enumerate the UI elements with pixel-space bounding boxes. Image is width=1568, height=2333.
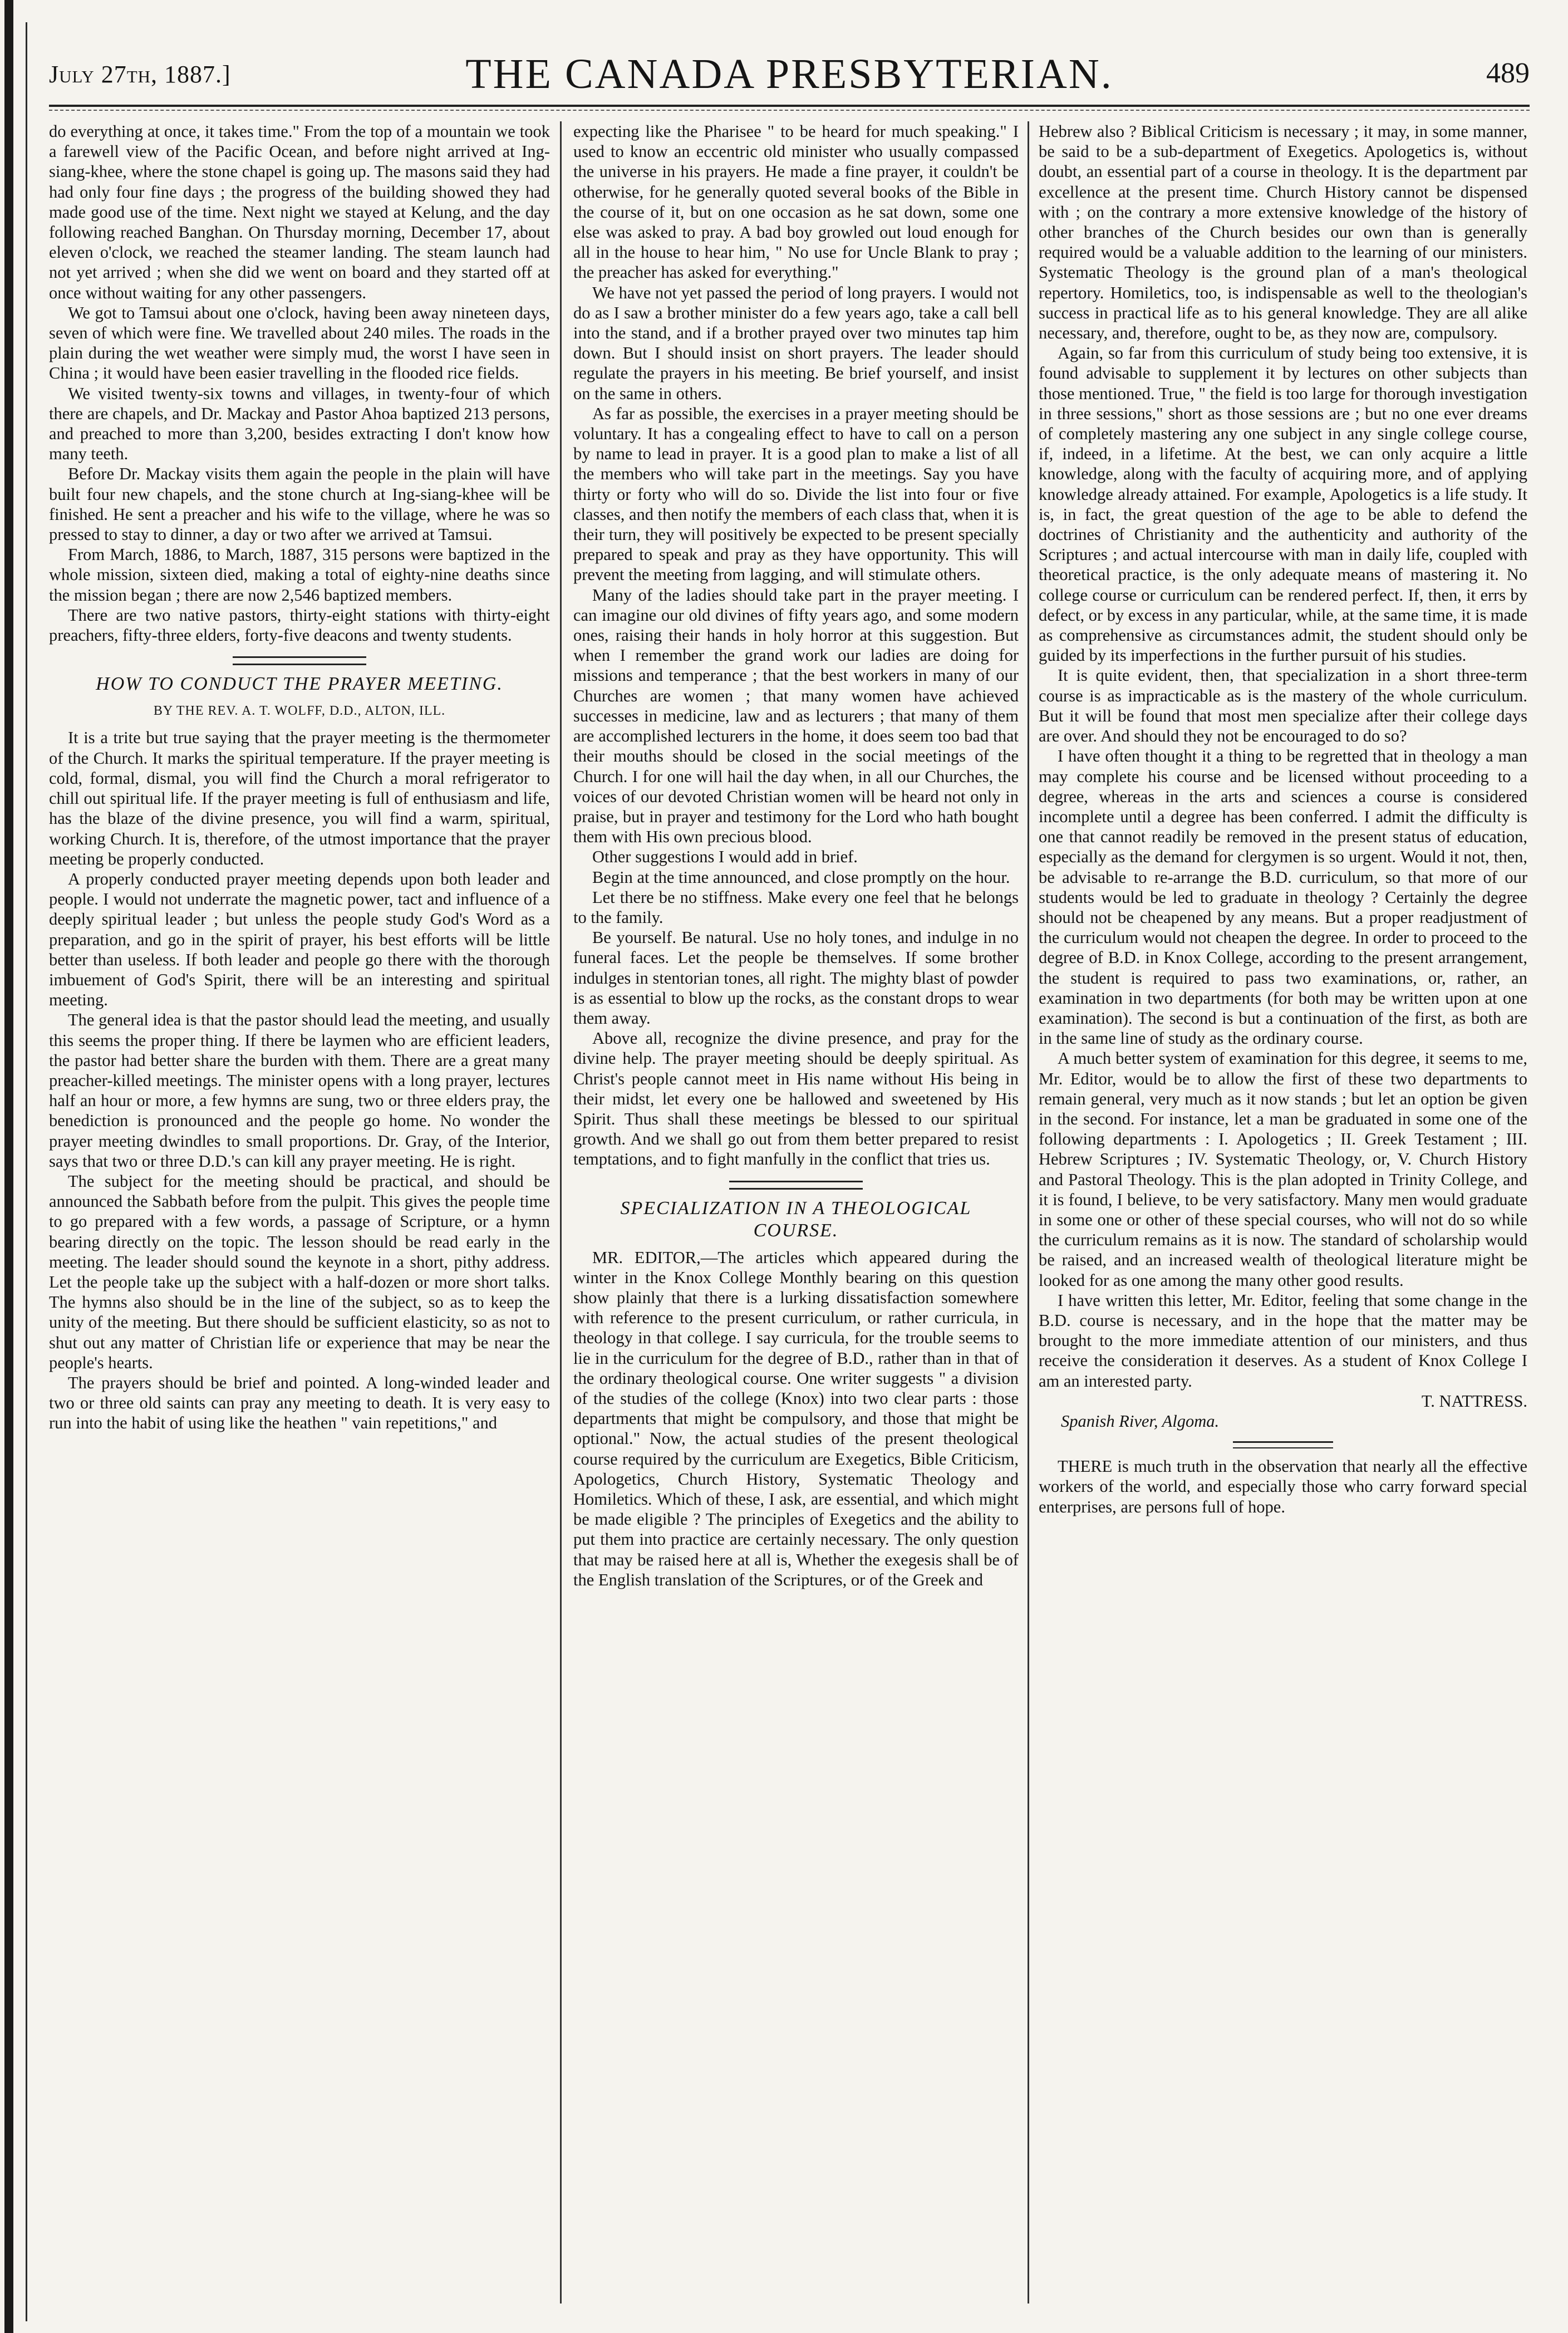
masthead: [49, 50, 1530, 111]
column-1: [49, 121, 550, 2315]
letter-signature: T. NATTRESS.: [1421, 1391, 1527, 1411]
section-ornament: [1233, 1441, 1333, 1448]
paragraph: I have often thought it a thing to be regretted that in theology a man may complete his course and be licensed without proceeding to a degree, whereas in the arts and sciences a course is considered incomplete until a degree has been conferred. I admit the difficulty is one that cannot readily be removed in the present status of education, especially as the demand for clergymen is so urgent. Would it not, then, be advisable to re-arrange the B.D. curriculum, so that more of our students would be led to graduate in theology ? Certainly the degree should not be cheapened by any means. But a proper readjustment of the curriculum would not cheapen the degree. In order to proceed to the degree of B.D. in Knox College, according to the present arrangement, the student is required to pass two examinations, or, rather, an examination in two departments (for both may be written upon at one examination). The second is but a continuation of the first, as both are in the same line of study as the ordinary course.: [1039, 746, 1527, 1048]
masthead-dashed-rule: [49, 110, 1530, 111]
paragraph: Above all, recognize the divine presence, and pray for the divine help. The prayer meeting should be deeply spiritual. As Christ's people cannot meet in His name without His being in their midst, let every one be hallowed and sweetened by His Spirit. Thus shall these meetings be blessed to our spiritual growth. And we shall go out from them better prepared to resist temptations, and to fight manfully in the conflict that tries us.: [573, 1029, 1019, 1169]
paragraph: A much better system of examination for this degree, it seems to me, Mr. Editor, would be to allow the first of these two departments to remain general, very much as it now stands ; but let an option be given in the second. For instance, let a man be graduated in some one of the following departments : I. Apologetics ; II. Greek Testament ; III. Hebrew Scriptures ; IV. Systematic Theology, or, V. Church History and Pastoral Theology. This is the plan adopted in Trinity College, and it is found, I believe, to be very satisfactory. Many men would graduate in some one or other of these special courses, who will not do so while the curriculum remains as it is now. The standard of scholarship would be raised, and an increased wealth of theological literature might be looked for as one among the many other good results.: [1039, 1049, 1527, 1290]
column-3: [1039, 121, 1527, 2315]
paragraph: Begin at the time announced, and close promptly on the hour.: [592, 867, 1010, 887]
paragraph: THERE is much truth in the observation that nearly all the effective workers of the world, and especially those who carry forward special enterprises, are persons full of hope.: [1039, 1457, 1527, 1516]
paragraph: There are two native pastors, thirty-eight stations with thirty-eight preachers, fifty-three elders, forty-five deacons and twenty students.: [49, 605, 550, 645]
paragraph: A properly conducted prayer meeting depends upon both leader and people. I would not underrate the magnetic power, tact and influence of a deeply spiritual leader ; but unless the people study God's Word as a preparation, and go in the spirit of prayer, his best efforts will be little better than useless. If both leader and people go there with the thorough imbuement of God's Spirit, there will be an interesting and spiritual meeting.: [49, 869, 550, 1010]
issue-date: July 27th, 1887.]: [49, 61, 231, 88]
paragraph: I have written this letter, Mr. Editor, feeling that some change in the B.D. course is necessary, and in the hope that the matter may be brought to the more immediate attention of our ministers, and thus receive the consideration it deserves. As a student of Knox College I am an interested party.: [1039, 1290, 1527, 1391]
paragraph: As far as possible, the exercises in a prayer meeting should be voluntary. It has a congealing effect to have to call on a person by name to lead in prayer. It is a good plan to make a list of all the members who will take part in the meetings. Say you have thirty or forty who will do so. Divide the list into four or five classes, and then notify the members of each class that, when it is their turn, they will positively be expected to be present specially prepared to speak and pray as they have opportunity. This will prevent the meeting from lagging, and will stimulate others.: [573, 404, 1019, 585]
page-number: 489: [1486, 57, 1530, 89]
paragraph: Other suggestions I would add in brief.: [592, 847, 858, 867]
paragraph: do everything at once, it takes time." From the top of a mountain we took a farewell view of the Pacific Ocean, and before night arrived at Ing-siang-khee, where the stone chapel is going up. The masons said they had had only four fine days ; the progress of the building showed they had made good use of the time. Next night we stayed at Kelung, and the day following reached Banghan. On Thursday morning, December 17, about eleven o'clock, we reached the steamer landing. The steam launch had not yet arrived ; when she did we went on board and they started off at once without waiting for any other passengers.: [49, 122, 550, 302]
paragraph: The prayers should be brief and pointed. A long-winded leader and two or three old saints can pray any meeting to death. It is very easy to run into the habit of using like the heathen " vain repetitions," and: [49, 1373, 550, 1433]
column-divider: [1028, 121, 1029, 2303]
paragraph: expecting like the Pharisee " to be heard for much speaking." I used to know an eccentric old minister who usually compassed the universe in his prayers. He made a fine prayer, it couldn't be otherwise, for he generally quoted several books of the Bible in the course of it, but on one occasion as he sat down, some one else was asked to pray. A bad boy growled out loud enough for all in the house to hear him, " No use for Uncle Blank to pray ; the preacher has asked for everything.": [573, 122, 1019, 282]
paragraph: We got to Tamsui about one o'clock, having been away nineteen days, seven of which were fine. We travelled about 240 miles. The roads in the plain during the wet weather were simply mud, the worst I have seen in China ; it would have been easier travelling in the flooded rice fields.: [49, 303, 550, 383]
paragraph: Before Dr. Mackay visits them again the people in the plain will have built four new chapels, and the stone church at Ing-siang-khee will be finished. He sent a preacher and his wife to the village, where he was so pressed to stay to dinner, a day or two after we arrived at Tamsui.: [49, 464, 550, 544]
article-title: SPECIALIZATION IN A THEOLOGICAL COURSE.: [620, 1197, 972, 1241]
section-ornament: [729, 1181, 863, 1190]
column-divider: [560, 121, 562, 2303]
page-edge-rule: [4, 0, 13, 2333]
paragraph: We visited twenty-six towns and villages, in twenty-four of which there are chapels, and Dr. Mackay and Pastor Ahoa baptized 213 persons, and preached to more than 3,200, besides extracting I don't know how many teeth.: [49, 384, 550, 464]
paragraph: Again, so far from this curriculum of study being too extensive, it is found advisable to supplement it by lectures on other subjects than those mentioned. True, " the field is too large for thorough investigation in three sessions," short as those sessions are ; but no one ever dreams of completely mastering any one subject in any single college course, if, indeed, in a lifetime. At the best, we can only acquire a little knowledge, along with the faculty of acquiring more, and of applying knowledge already attained. For example, Apologetics is a life study. It is, in fact, the great question of the age to be able to defend the doctrines of Christianity and the authenticity and authority of the Scriptures ; and actual intercourse with man in daily life, coupled with theoretical practice, is the only adequate means of mastering it. No college course or curriculum can be rendered perfect. If, then, it errs by defect, or by excess in any particular, while, at the same time, it is made as comprehensive as circumstances admit, the student should only be guided by its imperfections in the further pursuit of his studies.: [1039, 343, 1527, 665]
paragraph: Many of the ladies should take part in the prayer meeting. I can imagine our old divines of fifty years ago, and some modern ones, raising their hands in holy horror at this suggestion. But when I remember the grand work our ladies are doing for missions and temperance ; that the best workers in many of our Churches are women ; that many women have achieved successes in medicine, law and as lecturers ; that many of them are accomplished lecturers in the home, it does seem too bad that their mouths should be closed in the social meetings of the Church. I for one will hail the day when, in all our Churches, the voices of our devoted Christian women will be heard not only in praise, but in prayer and testimony for the Lord who hath bought them with His own precious blood.: [573, 585, 1019, 847]
article-title: HOW TO CONDUCT THE PRAYER MEETING.: [96, 674, 503, 695]
letter-place: Spanish River, Algoma.: [1061, 1412, 1220, 1431]
paragraph: Let there be no stiffness. Make every one feel that he belongs to the family.: [573, 887, 1019, 927]
paragraph: MR. EDITOR,—The articles which appeared during the winter in the Knox College Monthly bearing on this question show plainly that there is a lurking dissatisfaction somewhere with reference to the present curriculum, or rather curricula, in theology in that college. I say curricula, for the trouble seems to lie in the curriculum for the degree of B.D., rather than in that of the ordinary theological course. One writer suggests " a division of the studies of the college (Knox) into two clear parts : those departments that might be compulsory, and those that might be optional." Now, the actual studies of the present theological course required by the curriculum are Exegetics, Bible Criticism, Apologetics, Church History, Systematic Theology and Homiletics. Which of these, I ask, are essential, and which might be made eligible ? The principles of Exegetics and the ability to put them into practice are certainly necessary. The only question that may be raised here at all is, Whether the exegesis shall be of the English translation of the Scriptures, or of the Greek and: [573, 1247, 1019, 1589]
margin-rule: [26, 22, 27, 2321]
paragraph: Hebrew also ? Biblical Criticism is necessary ; it may, in some manner, be said to be a sub-department of Exegetics. Apologetics is, without doubt, an essential part of a course in theology. It is the department par excellence at the present time. Church History cannot be dispensed with ; on the contrary a more extensive knowledge of the history of other branches of the Church besides our own than is generally required would be a valuable addition to the learning of our ministers. Systematic Theology is the ground plan of a man's theological repertory. Homiletics, too, is indispensable as well to the theologian's success in practical life as to his general knowledge. They are all alike necessary, and, therefore, ought to be, as they now are, compulsory.: [1039, 122, 1527, 343]
paragraph: The subject for the meeting should be practical, and should be announced the Sabbath before from the pulpit. This gives the people time to go prepared with a few words, a passage of Scripture, or a hymn bearing directly on the topic. The lesson should be read early in the meeting. The leader should sound the keynote in a short, pithy address. Let the people take up the subject with a half-dozen or more short talks. The hymns also should be in the line of the subject, so as to keep the unity of the meeting. But there should be sufficient elasticity, so as not to shut out any matter of Christian life or experience that may be near the people's hearts.: [49, 1171, 550, 1372]
paragraph: It is quite evident, then, that specialization in a short three-term course is as impracticable as is the mastery of the whole curriculum. But it will be found that most men specialize after their college days are over. And should they not be encouraged to do so?: [1039, 666, 1527, 746]
article-byline: BY THE REV. A. T. WOLFF, D.D., ALTON, ILL.: [153, 704, 446, 719]
newspaper-title: THE CANADA PRESBYTERIAN.: [465, 51, 1113, 97]
section-ornament: [233, 656, 366, 665]
paragraph: From March, 1886, to March, 1887, 315 persons were baptized in the whole mission, sixteen died, making a total of eighty-nine deaths since the mission began ; there are now 2,546 baptized members.: [49, 545, 550, 605]
paragraph: It is a trite but true saying that the prayer meeting is the thermometer of the Church. It marks the spiritual temperature. If the prayer meeting is cold, formal, dismal, you will find the Church a moral refrigerator to chill out spiritual life. If the prayer meeting is full of enthusiasm and life, has the blaze of the divine presence, you will find a warm, spiritual, working Church. It is, therefore, of the utmost importance that the prayer meeting be properly conducted.: [49, 728, 550, 868]
paragraph: Be yourself. Be natural. Use no holy tones, and indulge in no funeral faces. Let the people be themselves. If some brother indulges in stentorian tones, all right. The mighty blast of powder is as essential to blow up the rocks, as the constant drops to wear them away.: [573, 928, 1019, 1028]
column-2: [573, 121, 1019, 2315]
masthead-rule: [49, 105, 1530, 107]
paragraph: We have not yet passed the period of long prayers. I would not do as I saw a brother minister do a few years ago, take a call bell into the stand, and if a brother prayed over two minutes tap him down. But I should insist on short prayers. The leader should regulate the prayers in his meeting. Be brief yourself, and insist on the same in others.: [573, 283, 1019, 403]
paragraph: The general idea is that the pastor should lead the meeting, and usually this seems the proper thing. If there be laymen who are efficient leaders, the pastor had better share the burden with them. There are a great many preacher-killed meetings. The minister opens with a long prayer, lectures half an hour or more, a few hymns are sung, two or three elders pray, the benediction is pronounced and the people go home. No wonder the prayer meeting dwindles to small proportions. Dr. Gray, of the Interior, says that two or three D.D.'s can kill any prayer meeting. He is right.: [49, 1010, 550, 1171]
